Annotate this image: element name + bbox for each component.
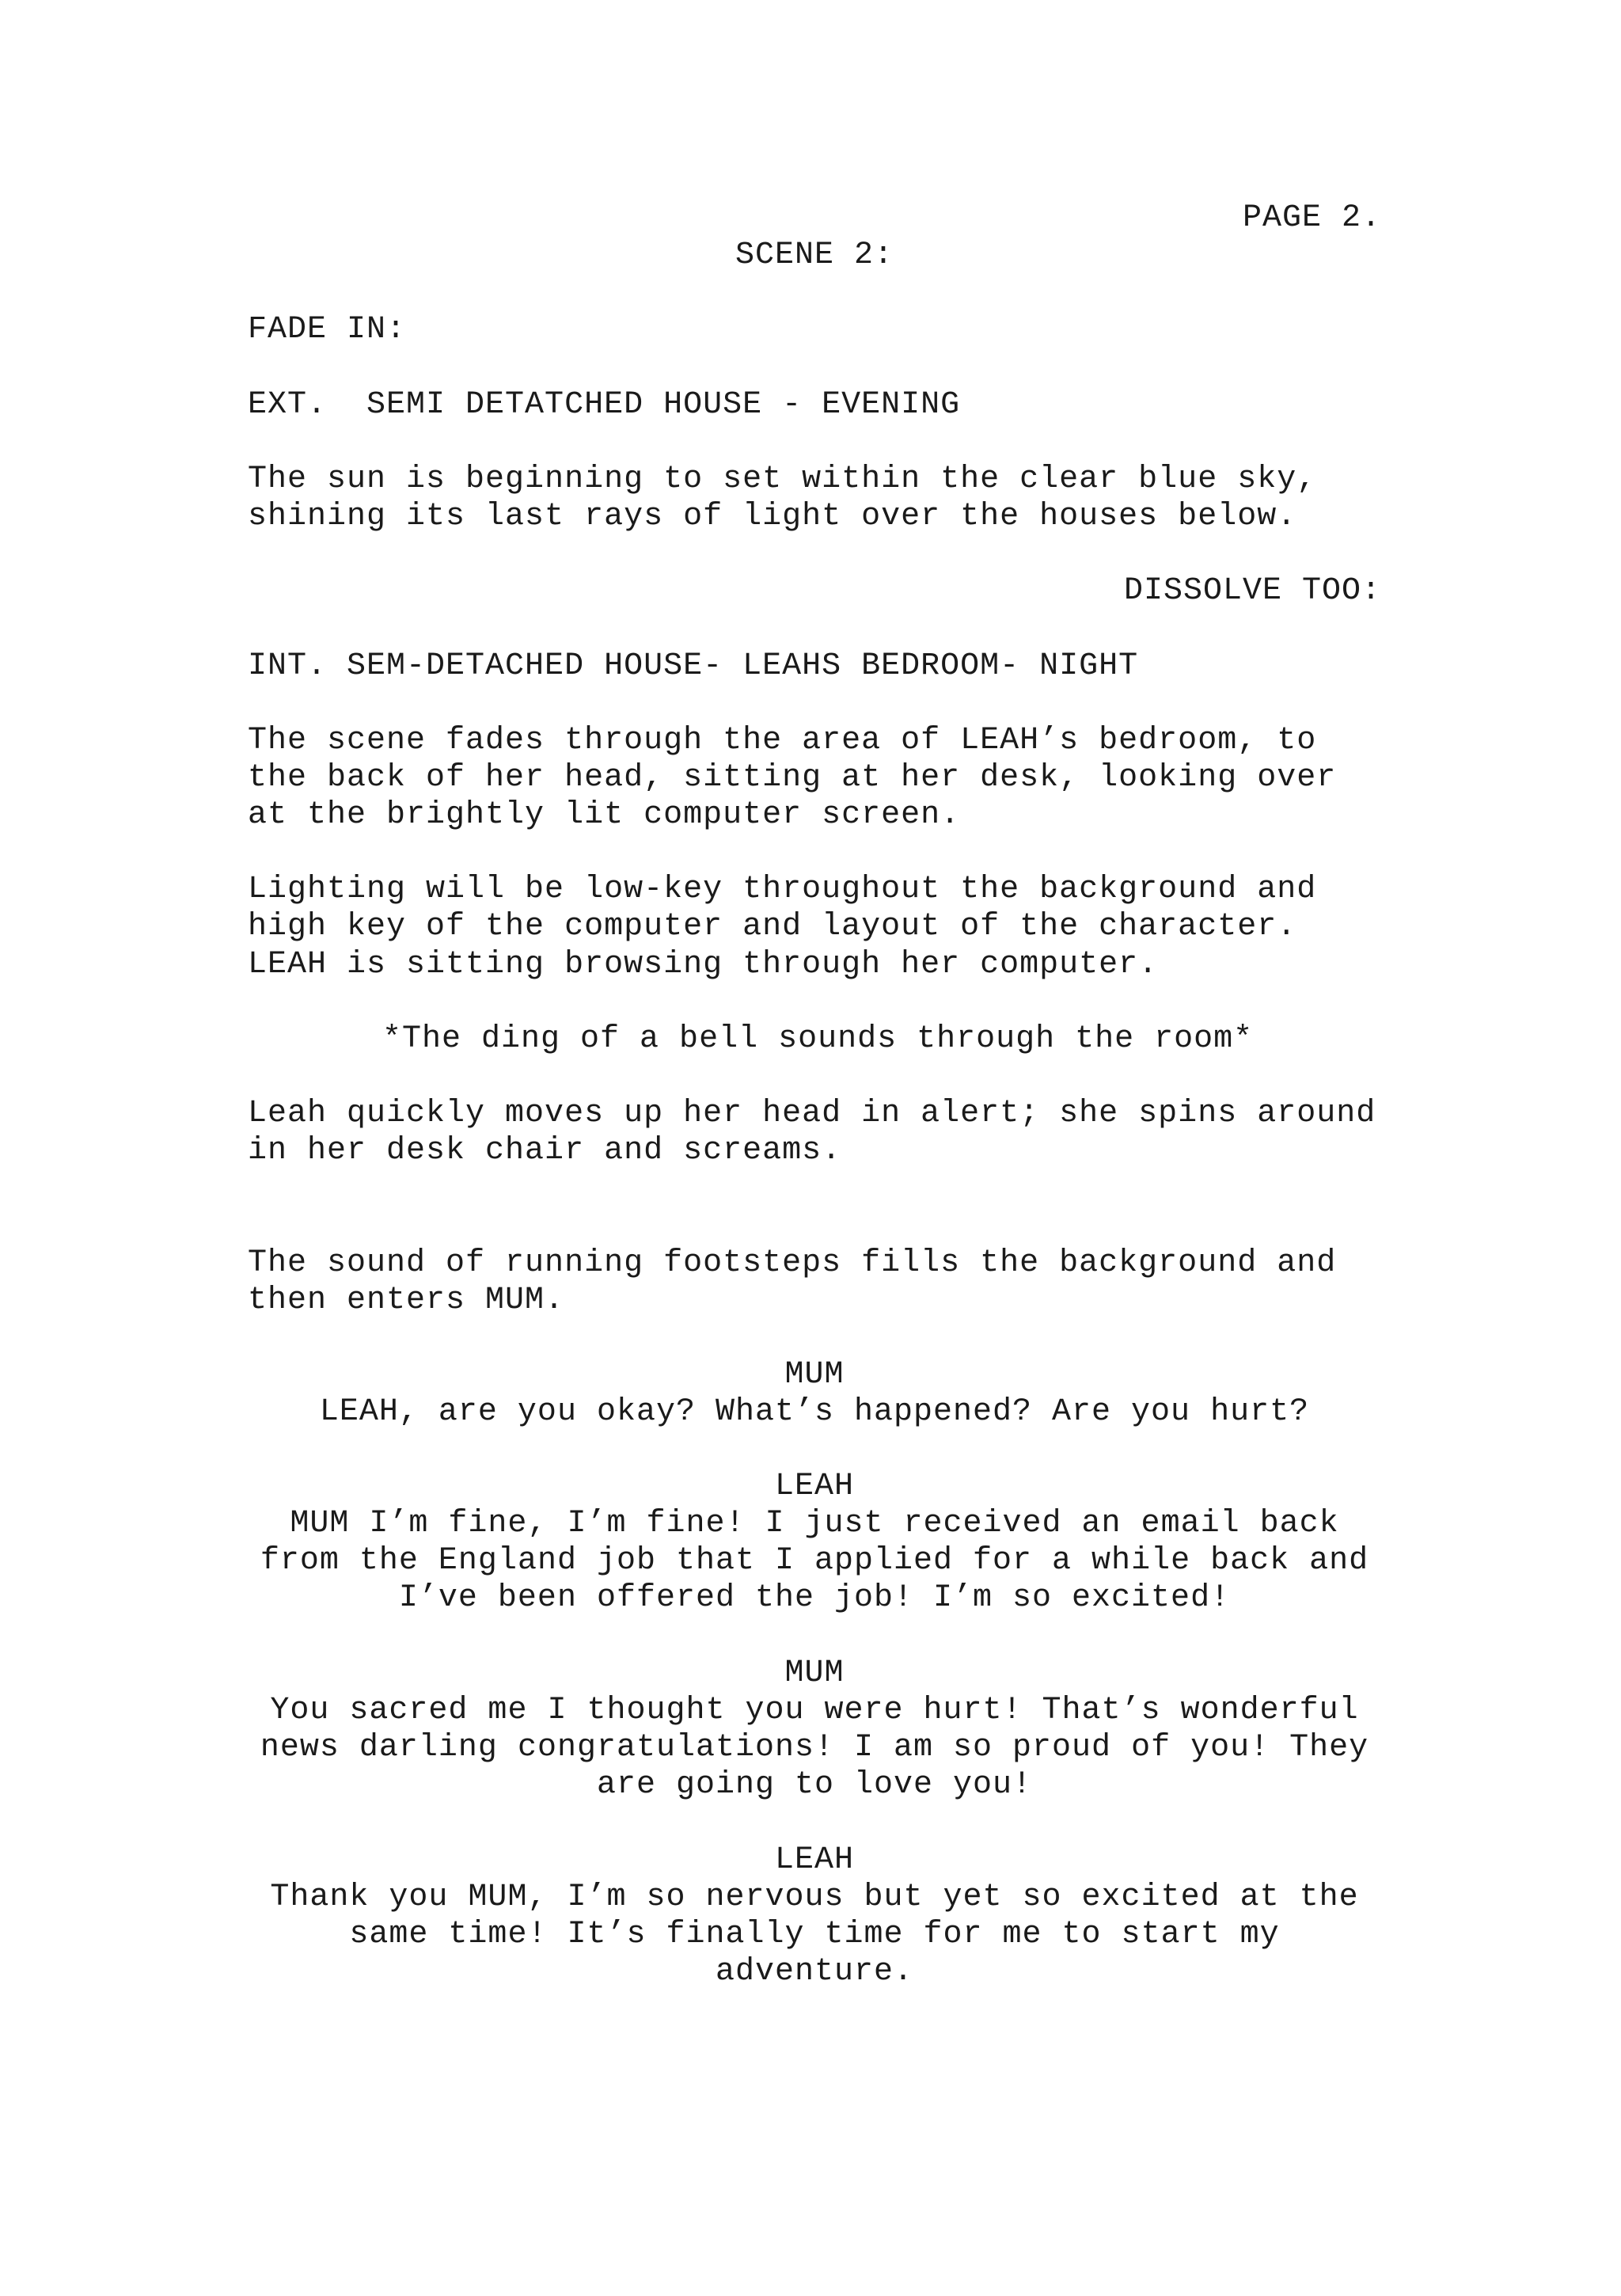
character-name: LEAH: [774, 1842, 854, 1878]
action-browsing: LEAH is sitting browsing through her computer.: [248, 947, 1159, 983]
character-name: MUM: [784, 1357, 845, 1393]
scene-title: SCENE 2:: [735, 238, 894, 273]
transition-fade-in: FADE IN:: [248, 312, 407, 348]
action-scream: Leah quickly moves up her head in alert; she spins around in her desk chair and screams.: [248, 1096, 1376, 1169]
dialogue-text: MUM I’m fine, I’m fine! I just received an email back from the England job that I applied for a while back and I’ve been offered the job! I’m so excited!: [260, 1506, 1369, 1616]
dialogue-text: You sacred me I thought you were hurt! That’s wonderful news darling congratulations! I am so proud of you! They are going to love you!: [260, 1693, 1369, 1803]
action-footsteps: The sound of running footsteps fills the background and then enters MUM.: [248, 1245, 1337, 1318]
dialogue-text: Thank you MUM, I’m so nervous but yet so excited at the same time! It’s finally time for me to start my adventure.: [270, 1880, 1359, 1990]
scene-heading-int: INT. SEM-DETACHED HOUSE- LEAHS BEDROOM- NIGHT: [248, 648, 1139, 684]
transition-dissolve: DISSOLVE TOO:: [1123, 573, 1381, 609]
sound-cue: *The ding of a bell sounds through the room*: [382, 1021, 1254, 1057]
action-lighting: Lighting will be low-key throughout the background and high key of the computer and layout of the character.: [248, 872, 1317, 945]
action-sunset: The sun is beginning to set within the clear blue sky, shining its last rays of light over the houses below.: [248, 462, 1317, 534]
character-name: MUM: [784, 1655, 845, 1691]
action-bedroom: The scene fades through the area of LEAH’s bedroom, to the back of her head, sitting at her desk, looking over at the brightly lit computer screen.: [248, 723, 1337, 833]
dialogue-text: LEAH, are you okay? What’s happened? Are you hurt?: [319, 1394, 1310, 1430]
character-name: LEAH: [774, 1469, 854, 1504]
scene-heading-ext: EXT. SEMI DETATCHED HOUSE - EVENING: [248, 387, 961, 423]
page-number: PAGE 2.: [1242, 200, 1381, 236]
